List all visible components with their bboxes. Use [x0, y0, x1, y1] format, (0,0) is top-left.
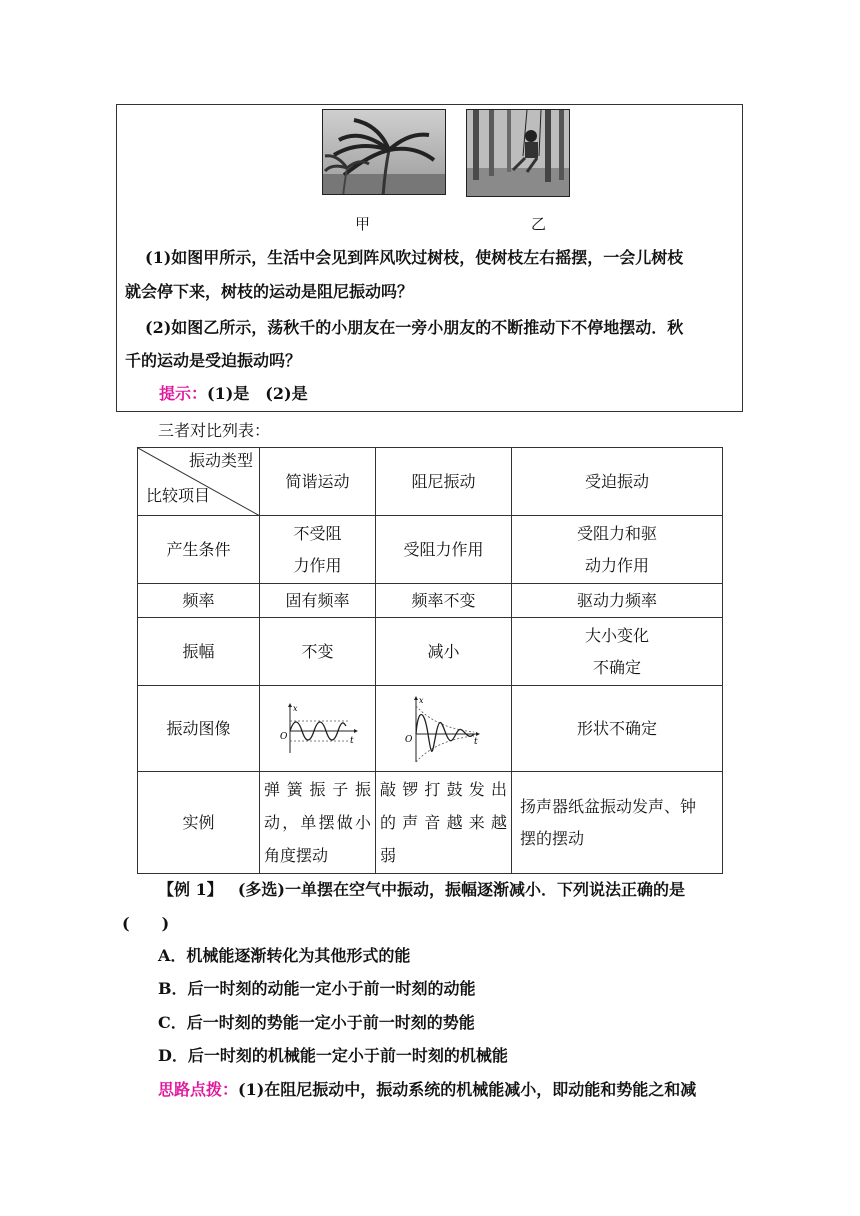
table-cell: 形状不确定 [512, 686, 723, 772]
photo-child-on-swing [466, 109, 570, 197]
question-1-line-2: 就会停下来，树枝的运动是阻尼振动吗？ [125, 282, 414, 301]
damped-oscillation-graph [402, 694, 486, 764]
table-cell: 大小变化 不确定 [512, 618, 723, 686]
table-cell: 敲锣打鼓发出 的声音越来越 弱 [376, 772, 512, 874]
discussion-box [116, 104, 743, 412]
table-cell: 不受阻 力作用 [260, 516, 376, 584]
table-cell: 弹簧振子振 动，单摆做小 角度摆动 [260, 772, 376, 874]
option-b: B．后一时刻的动能一定小于前一时刻的动能 [158, 979, 476, 998]
photo-right-caption: 乙 [531, 215, 547, 233]
table-cell: 减小 [376, 618, 512, 686]
corner-bottom-label: 比较项目 [146, 486, 211, 505]
header-damped: 阻尼振动 [376, 448, 512, 516]
row-label-graph: 振动图像 [138, 686, 260, 772]
table-row [138, 584, 723, 618]
example-question-line-1: (多选)一单摆在空气中振动，振幅逐渐减小．下列说法正确的是 [237, 880, 685, 899]
header-forced: 受迫振动 [512, 448, 723, 516]
thinking-tip-label: 思路点拨： [158, 1080, 239, 1099]
table-row [138, 618, 723, 686]
photo-left-caption: 甲 [355, 215, 371, 233]
example-label: 【例 1】 [158, 880, 223, 899]
question-2-line-2: 千的运动是受迫振动吗？ [125, 351, 302, 370]
svg-text:x: x [418, 695, 424, 705]
svg-text:t: t [473, 736, 478, 747]
table-cell: 驱动力频率 [512, 584, 723, 618]
row-label-frequency: 频率 [138, 584, 260, 618]
comparison-table [137, 447, 723, 874]
photo-trees-in-wind [322, 109, 446, 195]
option-c: C．后一时刻的势能一定小于前一时刻的势能 [158, 1013, 475, 1032]
svg-text:t: t [349, 735, 354, 746]
table-cell: 受阻力和驱 动力作用 [512, 516, 723, 584]
hint-text: (1)是 (2)是 [207, 384, 308, 403]
table-cell: 受阻力作用 [376, 516, 512, 584]
table-cell: 扬声器纸盆振动发声、钟 摆的摆动 [512, 772, 723, 874]
row-label-condition: 产生条件 [138, 516, 260, 584]
table-title: 三者对比列表： [158, 421, 271, 440]
graph-cell-simple [260, 686, 376, 772]
table-row [138, 686, 723, 772]
table-cell: 频率不变 [376, 584, 512, 618]
option-a: A．机械能逐渐转化为其他形式的能 [158, 946, 411, 965]
example-answer-bracket: ( ) [122, 914, 170, 933]
table-row [138, 772, 723, 874]
table-cell: 不变 [260, 618, 376, 686]
simple-harmonic-graph [276, 701, 360, 757]
svg-text:O: O [404, 734, 412, 745]
corner-top-label: 振动类型 [188, 451, 253, 470]
option-d: D．后一时刻的机械能一定小于前一时刻的机械能 [158, 1046, 508, 1065]
table-cell: 固有频率 [260, 584, 376, 618]
table-row [138, 516, 723, 584]
graph-cell-damped [376, 686, 512, 772]
question-1-line-1: (1)如图甲所示，生活中会见到阵风吹过树枝，使树枝左右摇摆，一会儿树枝 [145, 248, 684, 267]
svg-text:x: x [292, 703, 298, 713]
thinking-tip-text: (1)在阻尼振动中，振动系统的机械能减小，即动能和势能之和减 [238, 1080, 697, 1099]
row-label-amplitude: 振幅 [138, 618, 260, 686]
hint-label: 提示： [159, 384, 208, 403]
question-2-line-1: (2)如图乙所示，荡秋千的小朋友在一旁小朋友的不断推动下不停地摆动．秋 [145, 318, 684, 337]
svg-text:O: O [279, 731, 287, 742]
row-label-examples: 实例 [138, 772, 260, 874]
table-corner-cell [138, 448, 260, 516]
header-simple-harmonic: 简谐运动 [260, 448, 376, 516]
